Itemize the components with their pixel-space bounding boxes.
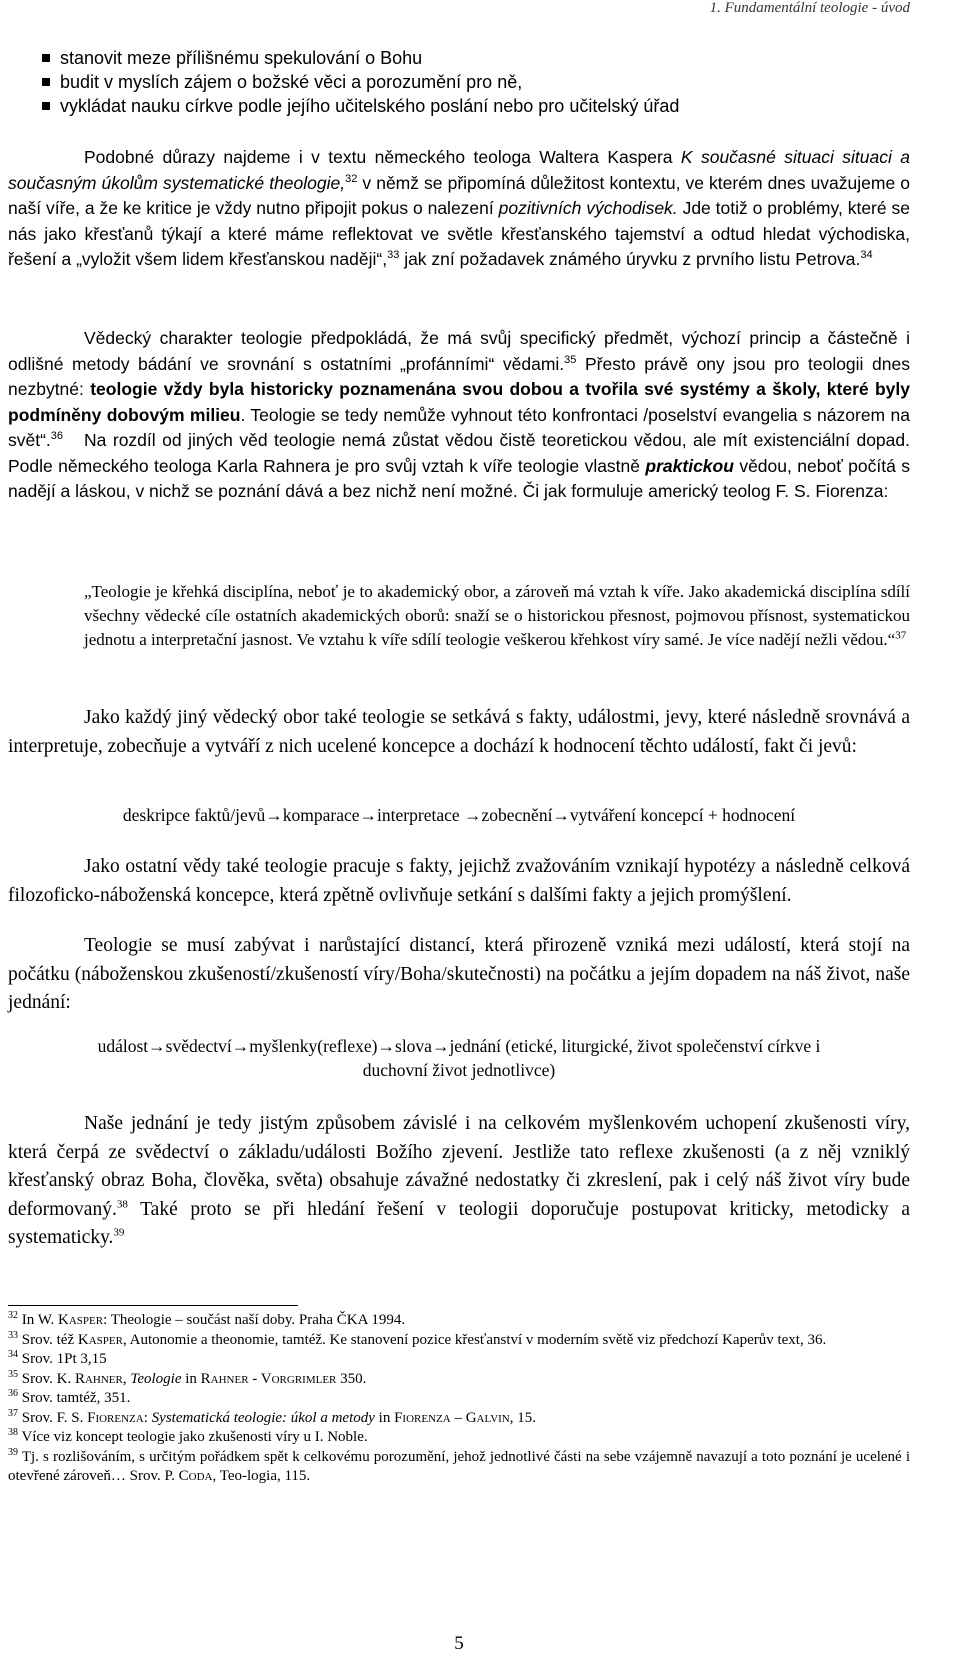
list-item: vykládat nauku církve podle jejího učitelského poslání nebo pro učitelský úřad bbox=[38, 94, 679, 118]
paragraph-scientific-character: Vědecký charakter teologie předpokládá, že má svůj specifický předmět, výchozí princip a částečně i odlišné metody bádání ve srovnání s ostatními „profánními“ vědami.$^{35}$ Přesto právě ony jsou pro teologii dnes nezbytné: teologie vždy byla historicky poznamenána svou dobou a tvořila své systémy a školy, které byly podmíněny dobovým milieu. Teologie se tedy nemůže vyhnout této konfrontaci /poselství evangelia s názorem na svět“.$^{36}$ bbox=[8, 328, 910, 450]
footnote-37: $^{37}$ Srov. F. S. Fiorenza: Systematická teologie: úkol a metody in Fiorenza – Galvin, 15. bbox=[8, 1407, 536, 1426]
footnote-ref: 36 bbox=[50, 430, 64, 443]
footnote-38: $^{38}$ Více viz koncept teologie jako zkušenosti víry u I. Noble. bbox=[8, 1427, 368, 1445]
footnote-34: $^{34}$ Srov. 1Pt 3,15 bbox=[8, 1349, 107, 1367]
footnote-ref: 33 bbox=[387, 249, 400, 262]
square-bullet-icon bbox=[42, 54, 50, 62]
footnote-ref: 37 bbox=[895, 629, 907, 642]
scheme-theology-process: deskripce faktů/jevů→komparace→interpretace →zobecnění→vytváření koncepcí + hodnocení bbox=[122, 805, 796, 825]
footnote-separator bbox=[8, 1305, 298, 1306]
square-bullet-icon bbox=[42, 78, 50, 86]
square-bullet-icon bbox=[42, 102, 50, 110]
footnote-32: $^{32}$ In W. Kasper: Theologie – součást naší doby. Praha ČKA 1994. bbox=[8, 1310, 406, 1328]
paragraph-facts: Jako každý jiný vědecký obor také teologie se setkává s fakty, událostmi, jevy, které následně srovnává a interpretuje, zobecňuje a vytváří z nich ucelené koncepce a dochází k hodnocení těchto událostí, fakt či jevů: bbox=[8, 707, 910, 757]
paragraph-hypotheses: Jako ostatní vědy také teologie pracuje s fakty, jejichž zvažováním vznikají hypotézy a následně celková filozoficko-náboženská koncepce, která zpětně ovlivňuje setkání s dalšími fakty a jejich promýšlení. bbox=[8, 856, 910, 906]
paragraph-rahner: Na rozdíl od jiných věd teologie nemá zůstat vědou čistě teoretickou vědou, ale mít existenciální dopad. Podle německého teologa Karla Rahnera je pro svůj vztah k víře teologie vlastně praktickou vědou, neboť počítá s nadějí a láskou, v nichž se poznání dává a bez nichž není možné. Či jak formuluje americký teolog F. S. Fiorenza: bbox=[8, 430, 910, 501]
footnote-39: $^{39}$ Tj. s rozlišováním, s určitým pořádkem spět k celkovému porozumění, jehož jednotlivé části na sebe vzájemně navazují a toto poznání je ucelené i otevřené zároveň… Srov. P. Coda, Teo-logia, 115. bbox=[8, 1446, 910, 1484]
footnote-35: $^{35}$ Srov. K. Rahner, Teologie in Rahner - Vorgrimler 350. bbox=[8, 1368, 367, 1387]
footnotes bbox=[8, 1311, 910, 1487]
footnote-36: $^{36}$ Srov. tamtéž, 351. bbox=[8, 1388, 131, 1406]
paragraph-distance: Teologie se musí zabývat i narůstající distancí, která přirozeně vzniká mezi událostí, která stojí na počátku (náboženskou zkušeností/zkušeností víry/Boha/skutečnosti) na počátku a jejím dopadem na náš život, naše jednání: bbox=[8, 935, 910, 1013]
footnote-ref: 39 bbox=[113, 1226, 125, 1239]
footnote-ref: 38 bbox=[116, 1198, 128, 1210]
page-number: 5 bbox=[454, 1633, 464, 1654]
list-item: stanovit meze přílišnému spekulování o Bohu bbox=[38, 46, 679, 70]
scheme-event-chain: událost→svědectví→myšlenky(reflexe)→slova→jednání (etické, liturgické, život společenství církve i duchovní život jednotlivce) bbox=[97, 1036, 821, 1080]
bullet-list bbox=[38, 46, 679, 118]
footnote-ref: 35 bbox=[564, 353, 577, 366]
paragraph-kasper: Podobné důrazy najdeme i v textu německého teologa Waltera Kaspera K současné situaci situaci a současným úkolům systematické theologie,$^{32}$ v němž se připomíná důležitost kontextu, ve kterém dnes uvažujeme o naší víře, a že ke kritice je vždy nutno připojit pokus o nalezení pozitivních východisek. Jde totiž o problémy, které se nás jako křesťanů týkají a které máme reflektovat ve světle křesťanského tajemství a odtud hledat východiska, řešení a „vyložit všem lidem křesťanskou naději“,$^{33}$ jak zní požadavek známého úryvku z prvního listu Petrova.$^{34}$ bbox=[8, 147, 910, 269]
block-quote-fiorenza: „Teologie je křehká disciplína, neboť je to akademický obor, a zároveň má vztah k víře. Jako akademická disciplína sdílí všechny vědecké cíle ostatních akademických oborů: snaží se o historickou přesnost, pojmovou přísnost, systematickou jednotu a interpretační jasnost. Ve vztahu k víře sdílí teologie veškerou křehkost víry samé. Je více nadějí nežli vědou.“$^{37}$ bbox=[84, 582, 910, 649]
footnote-ref: 34 bbox=[860, 249, 873, 262]
footnote-33: $^{33}$ Srov. též Kasper, Autonomie a theonomie, tamtéž. Ke stanovení pozice křesťanství v moderním světě viz předchozí Kaperův text, 36. bbox=[8, 1329, 827, 1348]
paragraph-our-action: Naše jednání je tedy jistým způsobem závislé i na celkovém myšlenkovém uchopení zkušenosti víry, která čerpá ze svědectví o základu/události Božího zjevení. Jestliže tato reflexe zkušenosti (a z něj vzniklý křesťanský obraz Boha, člověka, světa) obsahuje závažné nedostatky či zkreslení, pak i celý náš život víry bude deformovaný.$^{38}$ Také proto se při hledání řešení v teologii doporučuje postupovat kriticky, metodicky a systematicky.$^{39}$ bbox=[8, 1113, 910, 1248]
running-header: 1. Fundamentální teologie - úvod bbox=[709, 0, 910, 16]
footnote-ref: 32 bbox=[345, 172, 358, 185]
list-item: budit v myslích zájem o božské věci a porozumění pro ně, bbox=[38, 70, 679, 94]
